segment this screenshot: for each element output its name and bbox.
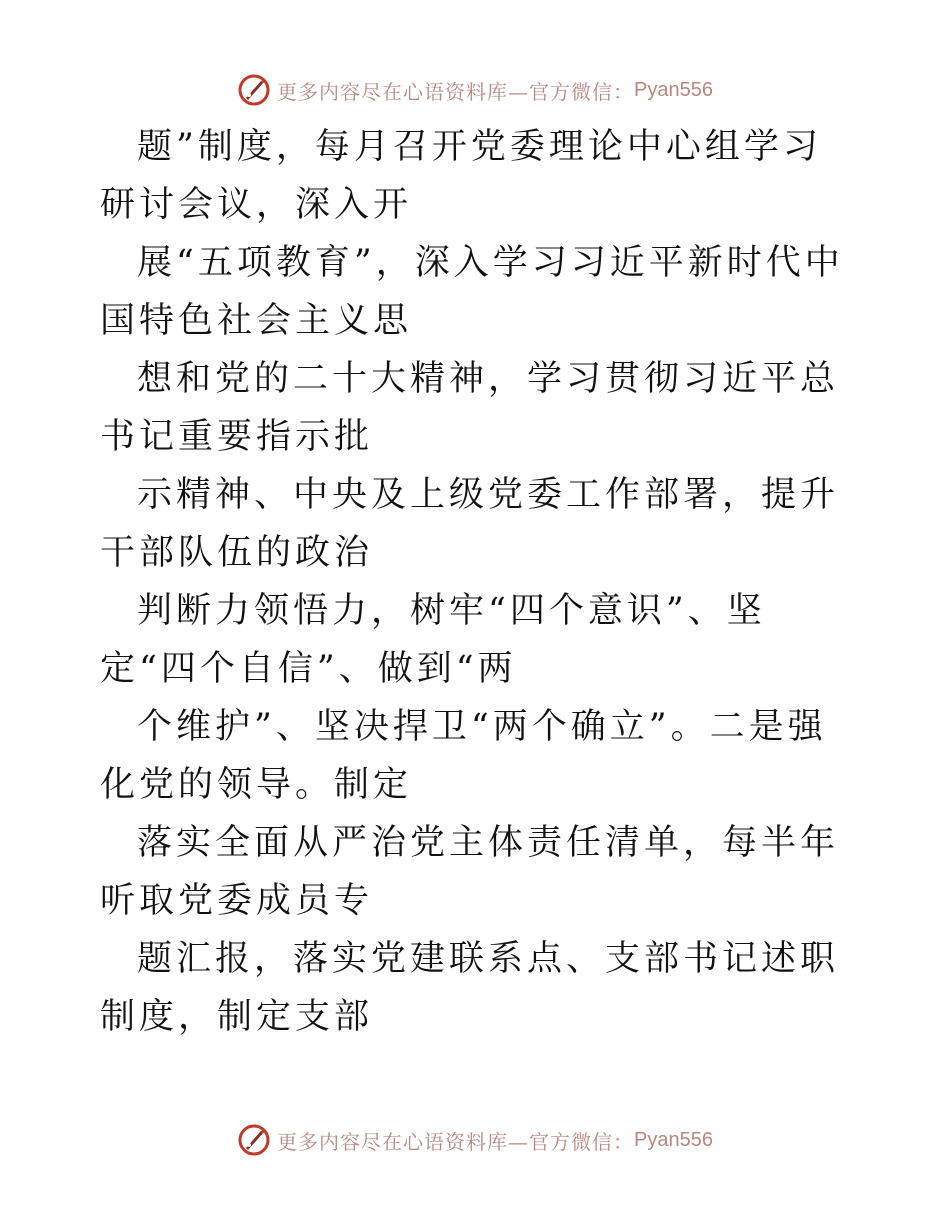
paragraph: 示精神、中央及上级党委工作部署，提升干部队伍的政治 <box>100 475 840 573</box>
header-watermark <box>0 70 950 110</box>
paragraph: 展“五项教育”，深入学习习近平新时代中国特色社会主义思 <box>100 243 844 341</box>
quill-logo-icon <box>237 73 271 107</box>
paragraph: 想和党的二十大精神，学习贯彻习近平总书记重要指示批 <box>100 359 840 457</box>
quill-logo-icon <box>237 1123 271 1157</box>
header-wechat-id: Pyan556 <box>634 78 713 101</box>
paragraph: 题”制度，每月召开党委理论中心组学习研讨会议，深入开 <box>100 127 822 225</box>
footer-watermark-text: 更多内容尽在心语资料库—官方微信： <box>277 1129 635 1154</box>
paragraph: 落实全面从严治党主体责任清单，每半年听取党委成员专 <box>100 823 840 921</box>
footer-wechat-id: Pyan556 <box>634 1128 713 1151</box>
document-body <box>100 118 860 1046</box>
header-watermark-text: 更多内容尽在心语资料库—官方微信： <box>277 79 635 104</box>
footer-watermark <box>0 1120 950 1160</box>
paragraph: 题汇报，落实党建联系点、支部书记述职制度，制定支部 <box>100 939 840 1037</box>
paragraph: 判断力领悟力，树牢“四个意识”、坚定“四个自信”、做到“两 <box>100 591 766 689</box>
paragraph: 个维护”、坚决捍卫“两个确立”。二是强化党的领导。制定 <box>100 707 827 805</box>
